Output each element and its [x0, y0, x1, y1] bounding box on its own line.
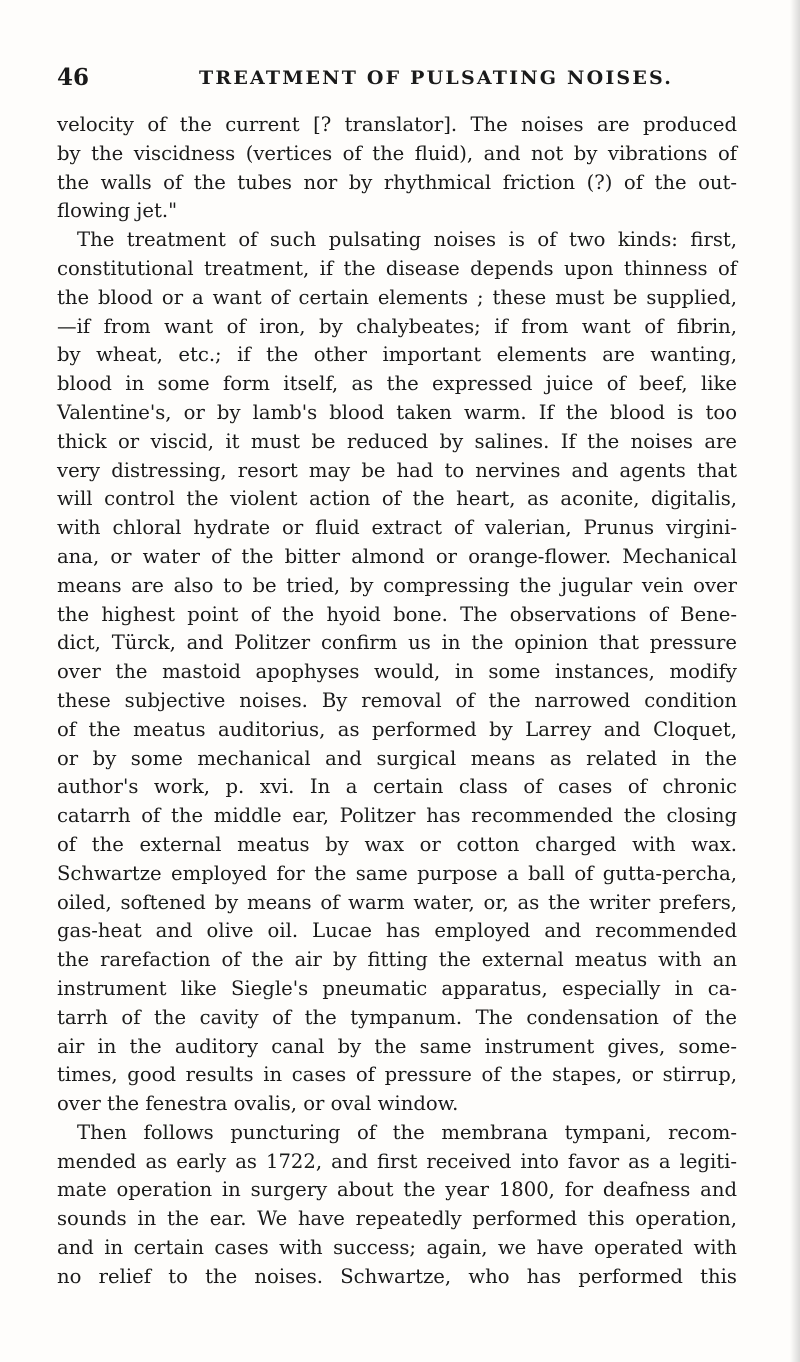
text-line: constitutional treatment, if the disease depends upon thinness of	[57, 256, 737, 280]
text-line: The treatment of such pulsating noises is of two kinds: first,	[77, 228, 737, 252]
text-line: and in certain cases with success; again, we have operated with	[57, 1236, 737, 1260]
text-line: oiled, softened by means of warm water, or, as the writer prefers,	[57, 890, 737, 914]
text-line: times, good results in cases of pressure of the stapes, or stirrup,	[57, 1063, 737, 1087]
text-line: flowing jet."	[57, 199, 178, 223]
text-line: by wheat, etc.; if the other important elements are wanting,	[57, 343, 737, 367]
text-line: —if from want of iron, by chalybeates; if from want of fibrin,	[57, 314, 737, 338]
text-line: catarrh of the middle ear, Politzer has recommended the closing	[57, 804, 737, 828]
page-header	[57, 62, 757, 94]
text-line: tarrh of the cavity of the tympanum. The condensation of the	[57, 1005, 737, 1029]
body-text	[57, 111, 737, 1292]
text-line: mended as early as 1722, and first received into favor as a legiti-	[57, 1149, 737, 1173]
text-line: author's work, p. xvi. In a certain class of cases of chronic	[57, 775, 737, 799]
page-edge-shadow	[790, 0, 800, 1362]
text-line: very distressing, resort may be had to nervines and agents that	[57, 458, 737, 482]
text-line: Schwartze employed for the same purpose a ball of gutta-percha,	[57, 861, 737, 885]
running-head: TREATMENT OF PULSATING NOISES.	[199, 67, 674, 89]
text-line: by the viscidness (vertices of the fluid), and not by vibrations of	[57, 141, 737, 165]
text-line: no relief to the noises. Schwartze, who has performed this	[57, 1264, 737, 1288]
text-line: the rarefaction of the air by fitting the external meatus with an	[57, 948, 737, 972]
text-line: over the fenestra ovalis, or oval window.	[57, 1092, 459, 1116]
text-line: the walls of the tubes nor by rhythmical friction (?) of the out-	[57, 170, 737, 194]
text-line: dict, Türck, and Politzer confirm us in the opinion that pressure	[57, 631, 737, 655]
text-line: of the meatus auditorius, as performed by Larrey and Cloquet,	[57, 717, 737, 741]
text-line: blood in some form itself, as the expressed juice of beef, like	[57, 372, 737, 396]
text-line: Valentine's, or by lamb's blood taken warm. If the blood is too	[57, 400, 737, 424]
text-line: mate operation in surgery about the year 1800, for deafness and	[57, 1178, 737, 1202]
text-line: thick or viscid, it must be reduced by salines. If the noises are	[57, 429, 737, 453]
text-line: with chloral hydrate or fluid extract of valerian, Prunus virgini-	[57, 516, 737, 540]
text-line: or by some mechanical and surgical means as related in the	[57, 746, 737, 770]
text-line: velocity of the current [? translator]. The noises are produced	[57, 113, 737, 136]
text-line: the highest point of the hyoid bone. The observations of Bene-	[57, 602, 737, 626]
text-line: the blood or a want of certain elements ; these must be supplied,	[57, 285, 737, 309]
text-line: will control the violent action of the heart, as aconite, digitalis,	[57, 487, 737, 511]
page-number: 46	[57, 64, 90, 91]
text-line: of the external meatus by wax or cotton charged with wax.	[57, 832, 737, 856]
text-line: instrument like Siegle's pneumatic apparatus, especially in ca-	[57, 976, 737, 1000]
text-line: gas-heat and olive oil. Lucae has employed and recommended	[57, 919, 737, 943]
text-line: Then follows puncturing of the membrana tympani, recom-	[77, 1120, 737, 1144]
text-line: ana, or water of the bitter almond or orange-flower. Mechanical	[57, 544, 737, 568]
text-line: sounds in the ear. We have repeatedly performed this operation,	[57, 1207, 737, 1231]
text-line: air in the auditory canal by the same instrument gives, some-	[57, 1034, 737, 1058]
text-line: these subjective noises. By removal of the narrowed condition	[57, 688, 737, 712]
text-line: over the mastoid apophyses would, in some instances, modify	[57, 660, 737, 684]
text-line: means are also to be tried, by compressing the jugular vein over	[57, 573, 737, 597]
